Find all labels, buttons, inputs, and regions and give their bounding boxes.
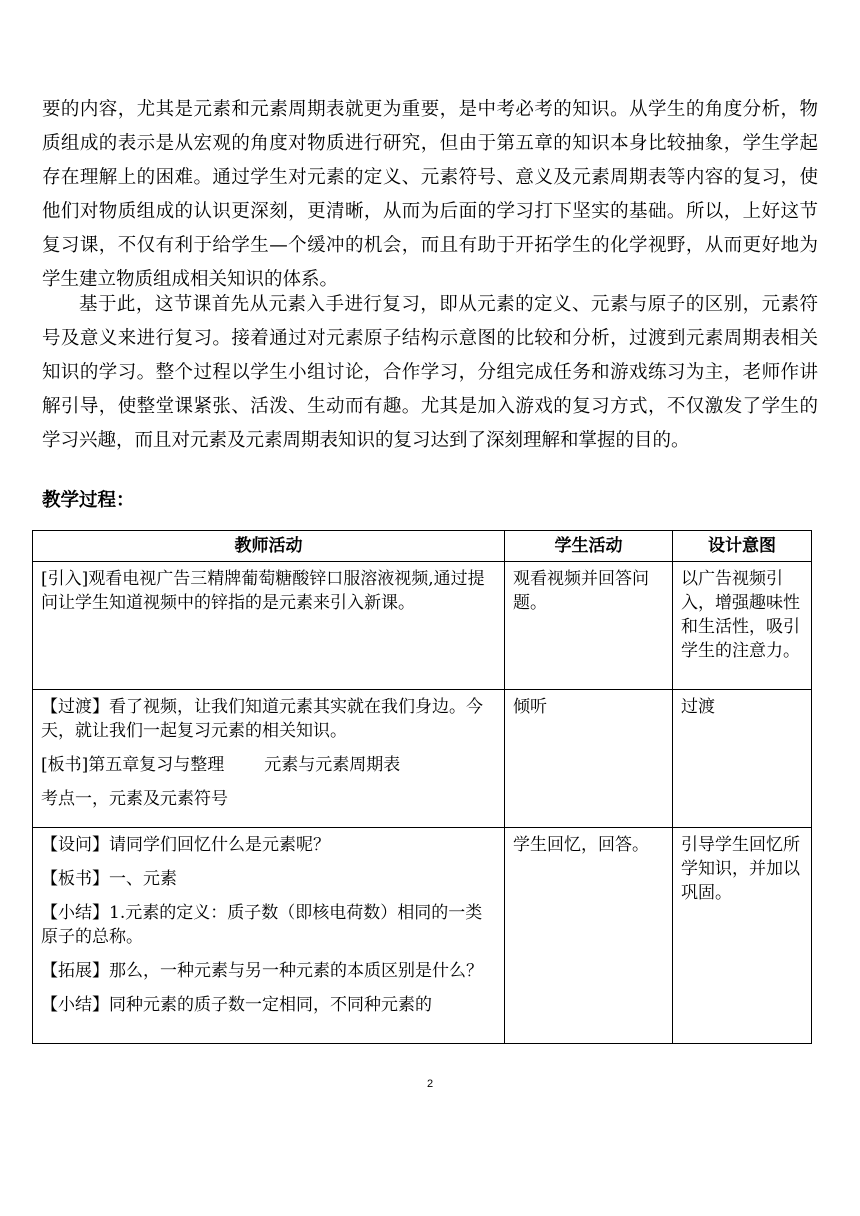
teacher-activity-text: 【小结】1.元素的定义：质子数（即核电荷数）相同的一类原子的总称。: [41, 903, 483, 947]
board-title-b: 元素与元素周期表: [264, 755, 401, 775]
header-teacher-activity: 教师活动: [33, 531, 505, 562]
teacher-activity-text: 【设问】请同学们回忆什么是元素呢？: [41, 835, 330, 855]
teacher-activity-text: [引入]观看电视广告三精牌葡萄糖酸锌口服溶液视频,通过提问让学生知道视频中的锌指的是元素来引入新课。: [41, 569, 485, 613]
design-intent-cell: 引导学生回忆所学知识，并加以巩固。: [673, 828, 812, 1044]
design-intent-cell: 以广告视频引入，增强趣味性和生活性，吸引学生的注意力。: [673, 562, 812, 690]
board-subtitle: 考点一，元素及元素符号: [41, 789, 228, 809]
design-intent-cell: 过渡: [673, 690, 812, 828]
teacher-activity-cell: [33, 828, 505, 1044]
teacher-activity-cell: [33, 690, 505, 828]
body-paragraph-2: 基于此，这节课首先从元素入手进行复习，即从元素的定义、元素与原子的区别，元素符号及意义来进行复习。接着通过对元素原子结构示意图的比较和分析，过渡到元素周期表相关知识的学习。整个过程以学生小组讨论，合作学习，分组完成任务和游戏练习为主，老师作讲解引导，使整堂课紧张、活泼、生动而有趣。尤其是加入游戏的复习方式，不仅激发了学生的学习兴趣，而且对元素及元素周期表知识的复习达到了深刻理解和掌握的目的。: [42, 294, 818, 451]
lesson-process-table: [32, 530, 812, 1044]
student-activity-cell: 观看视频并回答问题。: [505, 562, 673, 690]
header-design-intent: 设计意图: [673, 531, 812, 562]
teacher-activity-text: 【拓展】那么，一种元素与另一种元素的本质区别是什么？: [41, 961, 483, 981]
student-activity-cell: 学生回忆，回答。: [505, 828, 673, 1044]
teacher-activity-cell: [33, 562, 505, 690]
body-paragraph-1: 要的内容，尤其是元素和元素周期表就更为重要，是中考必考的知识。从学生的角度分析，物质组成的表示是从宏观的角度对物质进行研究，但由于第五章的知识本身比较抽象，学生学起存在理解上的困难。通过学生对元素的定义、元素符号、意义及元素周期表等内容的复习，使他们对物质组成的认识更深刻，更清晰，从而为后面的学习打下坚实的基础。所以，上好这节复习课，不仅有利于给学生—个缓冲的机会，而且有助于开拓学生的化学视野，从而更好地为学生建立物质组成相关知识的体系。: [42, 99, 818, 290]
board-title-line: [41, 753, 498, 777]
table-row: [33, 690, 812, 828]
page-number: 2: [426, 1078, 434, 1090]
board-title-a: [板书]第五章复习与整理: [41, 755, 225, 775]
teacher-activity-text: 【过渡】看了视频，让我们知道元素其实就在我们身边。今天，就让我们一起复习元素的相关知识。: [41, 697, 483, 741]
section-heading: 教学过程：: [42, 490, 135, 511]
teacher-activity-text: 【板书】一、元素: [41, 869, 177, 889]
table-header-row: [33, 531, 812, 562]
header-student-activity: 学生活动: [505, 531, 673, 562]
student-activity-cell: 倾听: [505, 690, 673, 828]
table-row: [33, 828, 812, 1044]
teacher-activity-text: 【小结】同种元素的质子数一定相同，不同种元素的: [41, 995, 432, 1015]
table-row: [33, 562, 812, 690]
